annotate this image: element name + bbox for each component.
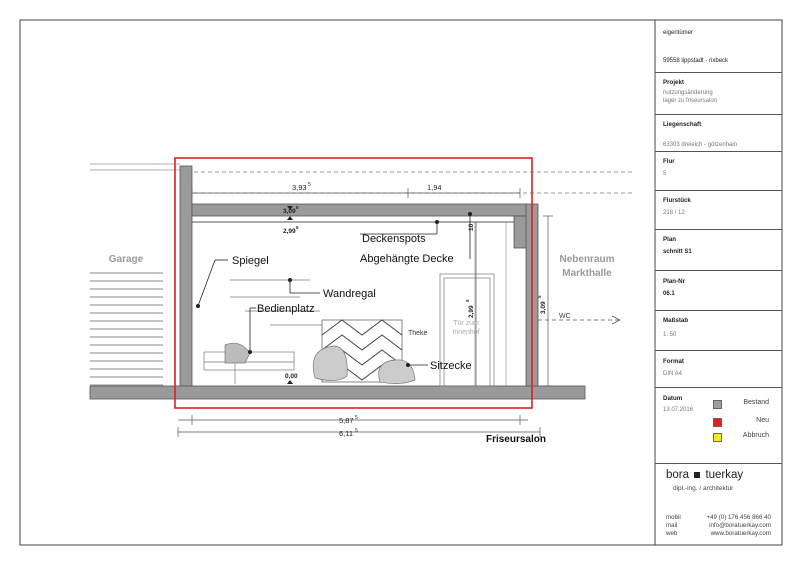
dim-299-a: 2,99	[283, 228, 296, 235]
legend-label-abbruch: Abbruch	[742, 432, 769, 439]
date-value: 13.07.2016	[663, 407, 694, 413]
label-deckenspots: Deckenspots	[362, 233, 426, 245]
brand-left: bora	[666, 469, 690, 481]
dim-587-sup: 5	[355, 415, 358, 421]
divider	[655, 190, 782, 191]
format-value: DIN A4	[663, 371, 683, 377]
label-theke: Theke	[408, 330, 428, 337]
legend-label-neu: Neu	[756, 417, 769, 424]
dim-611: 6,11	[339, 429, 354, 438]
dim-299-b-sup: 5	[465, 299, 470, 302]
dim-000: 0,00	[285, 373, 298, 380]
flurstueck-value: 218 / 12	[663, 210, 685, 216]
label-friseursalon: Friseursalon	[485, 434, 546, 445]
contact-key-mobil: mobil	[666, 514, 681, 521]
label-wandregal: Wandregal	[323, 288, 376, 300]
contact-key-web: web	[666, 530, 678, 537]
plan-value: schnitt S1	[663, 249, 692, 255]
dim-10: 10	[468, 223, 475, 231]
date-label: Datum	[663, 395, 683, 402]
project-line1: nutzungsänderung	[663, 90, 713, 96]
legend-swatch-neu	[713, 418, 722, 427]
dimension-lines	[178, 188, 620, 437]
brand-name	[666, 469, 743, 481]
label-garage: Garage	[108, 254, 144, 265]
dim-309-top-sup: 5	[296, 205, 299, 210]
divider	[655, 114, 782, 115]
dim-393: 3,93	[292, 183, 307, 192]
contact-web[interactable]: www.boratuerkay.com	[710, 530, 771, 537]
legend-swatch-bestand	[713, 400, 722, 409]
label-door-2: Innenhof	[452, 329, 480, 336]
property-value: 63303 dreieich - götzenhain	[663, 142, 738, 148]
contact-mail[interactable]: info@boratuerkay.com	[709, 522, 771, 529]
flurstueck-label: Flurstück	[663, 197, 691, 204]
flur-value: 5	[663, 171, 667, 177]
garage-hatch	[90, 164, 180, 385]
divider	[655, 229, 782, 230]
label-abgehaengte-decke: Abgehängte Decke	[360, 253, 454, 265]
scale-label: Maßstab	[663, 317, 689, 324]
legend-swatch-abbruch	[713, 433, 722, 442]
plan-nr-value: 06.1	[663, 291, 675, 297]
divider	[655, 387, 782, 388]
divider	[655, 463, 782, 464]
label-bedienplatz: Bedienplatz	[257, 303, 315, 315]
dim-309-right-sup: 5	[537, 295, 542, 298]
dim-299-b: 2,99	[468, 305, 475, 318]
label-sitzecke: Sitzecke	[430, 360, 472, 372]
scale-value: 1: 50	[663, 332, 677, 338]
property-label: Liegenschaft	[663, 121, 702, 128]
label-door-1: Tür zum	[453, 320, 479, 327]
dim-393-sup: 5	[308, 182, 311, 188]
brand-separator	[694, 472, 700, 478]
dim-299-a-sup: 5	[296, 225, 299, 230]
label-wc: WC	[559, 313, 571, 320]
divider	[655, 151, 782, 152]
flur-label: Flur	[663, 158, 675, 165]
brand-right: tuerkay	[705, 469, 744, 481]
contact-mobil[interactable]: +49 (0) 176 456 866 40	[706, 514, 771, 521]
title-block	[655, 20, 782, 545]
label-nebenraum: Nebenraum	[559, 254, 615, 265]
roof-outline	[180, 172, 635, 193]
project-line2: lager zu friseursalon	[663, 98, 718, 104]
label-spiegel: Spiegel	[232, 255, 269, 267]
dim-309-top: 3,09	[283, 208, 296, 215]
legend-label-bestand: Bestand	[743, 399, 769, 406]
owner-label: eigentümer	[663, 30, 694, 36]
divider	[655, 270, 782, 271]
dim-611-sup: 5	[355, 428, 358, 434]
dim-194: 1,94	[427, 183, 442, 192]
dim-587: 5,87	[339, 416, 354, 425]
divider	[655, 350, 782, 351]
contact-key-mail: mail	[666, 522, 678, 529]
brand-sub: dipl.-ing. / architektur	[673, 485, 734, 492]
divider	[655, 72, 782, 73]
owner-address: 59558 lippstadt - rixbeck	[663, 58, 729, 64]
label-markthalle: Markthalle	[562, 268, 612, 279]
plan-nr-label: Plan-Nr	[663, 278, 686, 285]
dim-309-right: 3,09	[540, 301, 547, 314]
project-label: Projekt	[663, 79, 684, 86]
plan-label: Plan	[663, 236, 677, 243]
format-label: Format	[663, 358, 684, 365]
divider	[655, 310, 782, 311]
